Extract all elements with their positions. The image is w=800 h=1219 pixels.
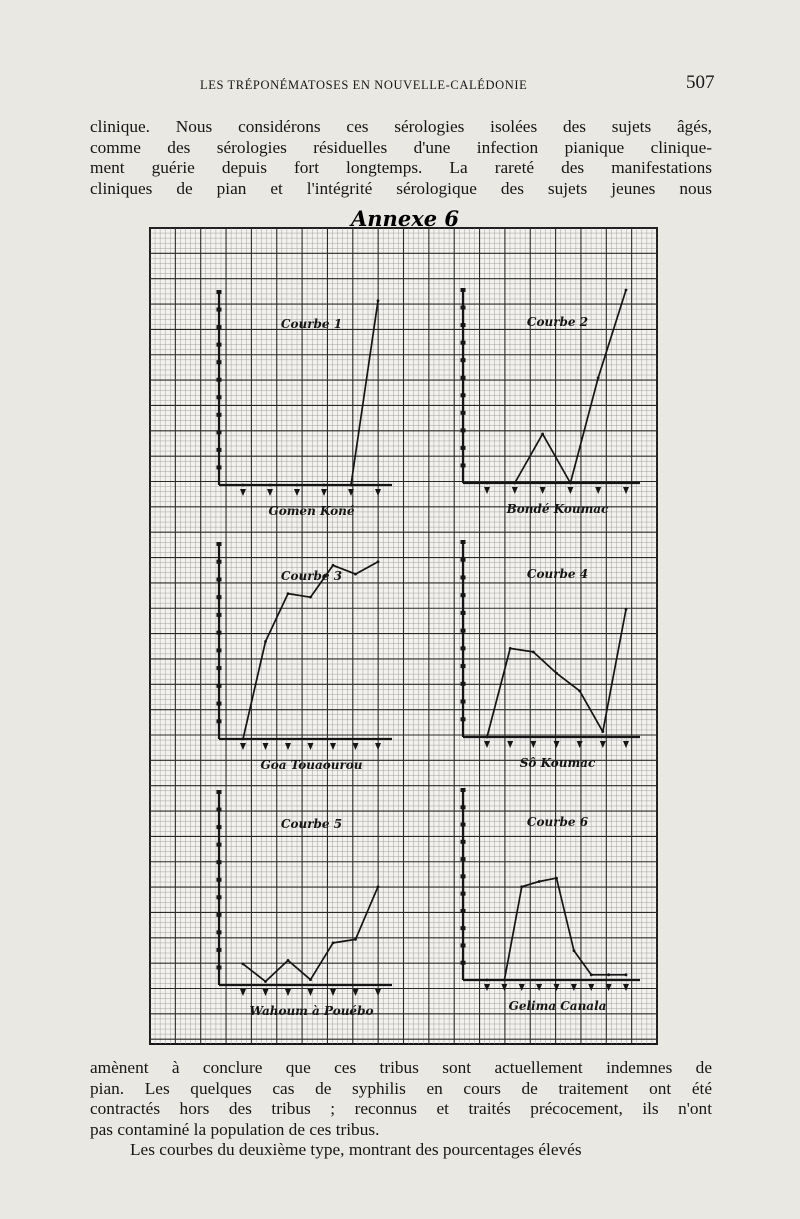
y-tick-mark bbox=[461, 717, 466, 721]
data-point bbox=[597, 376, 600, 379]
data-point bbox=[509, 647, 512, 650]
y-tick-mark bbox=[217, 542, 222, 546]
x-axis-label: Sô Koumac bbox=[519, 756, 596, 770]
chart-title: Courbe 6 bbox=[526, 815, 589, 829]
y-tick-mark bbox=[461, 558, 466, 562]
y-tick-mark bbox=[217, 595, 222, 599]
y-tick-mark bbox=[217, 465, 222, 469]
y-tick-mark bbox=[461, 593, 466, 597]
x-axis-label: Gomen Koné bbox=[268, 504, 355, 518]
data-point bbox=[296, 484, 299, 487]
data-point bbox=[541, 432, 544, 435]
y-tick-mark bbox=[461, 926, 466, 930]
data-point bbox=[377, 885, 380, 888]
chart-title: Courbe 1 bbox=[280, 317, 343, 331]
data-point bbox=[377, 299, 380, 302]
y-tick-mark bbox=[217, 930, 222, 934]
y-tick-mark bbox=[461, 961, 466, 965]
data-point bbox=[513, 482, 516, 485]
data-point bbox=[625, 973, 628, 976]
data-point bbox=[309, 978, 312, 981]
y-tick-mark bbox=[461, 323, 466, 327]
data-point bbox=[625, 608, 628, 611]
y-tick-mark bbox=[217, 843, 222, 847]
data-point bbox=[601, 730, 604, 733]
data-point bbox=[555, 877, 558, 880]
y-tick-mark bbox=[461, 857, 466, 861]
y-tick-mark bbox=[217, 895, 222, 899]
y-tick-mark bbox=[217, 577, 222, 581]
y-tick-mark bbox=[461, 376, 466, 380]
y-tick-mark bbox=[217, 878, 222, 882]
text-line: amènent à conclure que ces tribus sont actuellement indemnes de bbox=[90, 1058, 712, 1077]
chart-title: Courbe 2 bbox=[526, 315, 589, 329]
y-tick-mark bbox=[217, 913, 222, 917]
y-tick-mark bbox=[217, 413, 222, 417]
data-point bbox=[242, 738, 245, 741]
data-point bbox=[242, 484, 245, 487]
running-head: LES TRÉPONÉMATOSES EN NOUVELLE-CALÉDONIE bbox=[200, 78, 528, 92]
y-tick-mark bbox=[217, 702, 222, 706]
y-tick-mark bbox=[461, 805, 466, 809]
y-tick-mark bbox=[461, 393, 466, 397]
data-point bbox=[578, 690, 581, 693]
y-tick-mark bbox=[461, 823, 466, 827]
paragraph-top bbox=[90, 117, 712, 199]
data-point bbox=[332, 564, 335, 567]
y-tick-mark bbox=[217, 948, 222, 952]
annex-figure bbox=[140, 202, 670, 1052]
data-point bbox=[520, 885, 523, 888]
data-point bbox=[264, 980, 267, 983]
chart-title: Courbe 5 bbox=[280, 817, 343, 831]
text-line: cliniques de pian et l'intégrité sérologique des sujets jeunes nous bbox=[90, 178, 712, 198]
y-tick-mark bbox=[461, 540, 466, 544]
y-tick-mark bbox=[217, 825, 222, 829]
x-axis-label: Goa Touaourou bbox=[260, 758, 363, 772]
paragraph-bottom bbox=[90, 1058, 712, 1161]
y-tick-mark bbox=[461, 411, 466, 415]
y-tick-mark bbox=[461, 288, 466, 292]
data-point bbox=[569, 482, 572, 485]
text-line: ment guérie depuis fort longtemps. La rareté des manifestations bbox=[90, 158, 712, 178]
y-tick-mark bbox=[461, 463, 466, 467]
data-point bbox=[486, 736, 489, 739]
y-tick-mark bbox=[461, 840, 466, 844]
text-line: comme des sérologies résiduelles d'une infection pianique clinique- bbox=[90, 137, 712, 157]
data-point bbox=[242, 963, 245, 966]
data-point bbox=[269, 484, 272, 487]
y-tick-mark bbox=[461, 874, 466, 878]
text-line: Les courbes du deuxième type, montrant des pourcentages élevés bbox=[130, 1140, 582, 1160]
y-tick-mark bbox=[217, 360, 222, 364]
y-tick-mark bbox=[461, 446, 466, 450]
y-tick-mark bbox=[217, 325, 222, 329]
data-point bbox=[532, 651, 535, 654]
data-point bbox=[572, 949, 575, 952]
y-tick-mark bbox=[217, 343, 222, 347]
y-tick-mark bbox=[217, 290, 222, 294]
y-tick-mark bbox=[217, 631, 222, 635]
y-tick-mark bbox=[217, 613, 222, 617]
y-tick-mark bbox=[461, 611, 466, 615]
x-axis-label: Gelima Canala bbox=[508, 999, 607, 1013]
y-tick-mark bbox=[217, 395, 222, 399]
y-tick-mark bbox=[217, 790, 222, 794]
y-tick-mark bbox=[217, 666, 222, 670]
data-point bbox=[264, 640, 267, 643]
data-point bbox=[350, 484, 353, 487]
y-tick-mark bbox=[461, 575, 466, 579]
y-tick-mark bbox=[217, 308, 222, 312]
data-point bbox=[538, 880, 541, 883]
y-tick-mark bbox=[461, 646, 466, 650]
y-tick-mark bbox=[461, 700, 466, 704]
data-point bbox=[332, 941, 335, 944]
grid-major-lines bbox=[150, 228, 657, 1044]
chart-title: Courbe 4 bbox=[526, 567, 589, 581]
data-point bbox=[309, 596, 312, 599]
y-tick-mark bbox=[461, 358, 466, 362]
y-tick-mark bbox=[461, 682, 466, 686]
y-tick-mark bbox=[461, 306, 466, 310]
data-point bbox=[486, 482, 489, 485]
data-point bbox=[625, 289, 628, 292]
y-tick-mark bbox=[461, 788, 466, 792]
y-tick-mark bbox=[217, 860, 222, 864]
data-point bbox=[503, 979, 506, 982]
annex-label: Annexe 6 bbox=[351, 206, 459, 231]
data-point bbox=[354, 938, 357, 941]
y-tick-mark bbox=[461, 341, 466, 345]
y-tick-mark bbox=[217, 378, 222, 382]
y-tick-mark bbox=[217, 684, 222, 688]
data-point bbox=[486, 979, 489, 982]
text-line: clinique. Nous considérons ces sérologies isolées des sujets âgés, bbox=[90, 117, 712, 136]
y-tick-mark bbox=[461, 428, 466, 432]
chart-title: Courbe 3 bbox=[280, 569, 343, 583]
y-tick-mark bbox=[217, 448, 222, 452]
text-line: pian. Les quelques cas de syphilis en cours de traitement ont été bbox=[90, 1078, 712, 1098]
text-line: contractés hors des tribus ; reconnus et traités précocement, ils n'ont bbox=[90, 1099, 712, 1119]
y-tick-mark bbox=[461, 664, 466, 668]
data-point bbox=[555, 672, 558, 675]
y-tick-mark bbox=[217, 719, 222, 723]
y-tick-mark bbox=[461, 943, 466, 947]
y-tick-mark bbox=[217, 648, 222, 652]
y-tick-mark bbox=[461, 892, 466, 896]
x-axis-label: Bondé Koumac bbox=[506, 502, 609, 516]
data-point bbox=[323, 484, 326, 487]
y-tick-mark bbox=[217, 560, 222, 564]
x-axis-label: Wahoum à Pouébo bbox=[249, 1004, 374, 1018]
data-point bbox=[287, 592, 290, 595]
data-point bbox=[354, 573, 357, 576]
data-point bbox=[377, 560, 380, 563]
text-line: pas contaminé la population de ces tribus. bbox=[90, 1119, 380, 1139]
data-point bbox=[590, 973, 593, 976]
data-point bbox=[607, 973, 610, 976]
page-number: 507 bbox=[686, 72, 715, 93]
y-tick-mark bbox=[217, 808, 222, 812]
y-tick-mark bbox=[217, 965, 222, 969]
y-tick-mark bbox=[217, 430, 222, 434]
y-tick-mark bbox=[461, 909, 466, 913]
data-point bbox=[287, 959, 290, 962]
y-tick-mark bbox=[461, 629, 466, 633]
